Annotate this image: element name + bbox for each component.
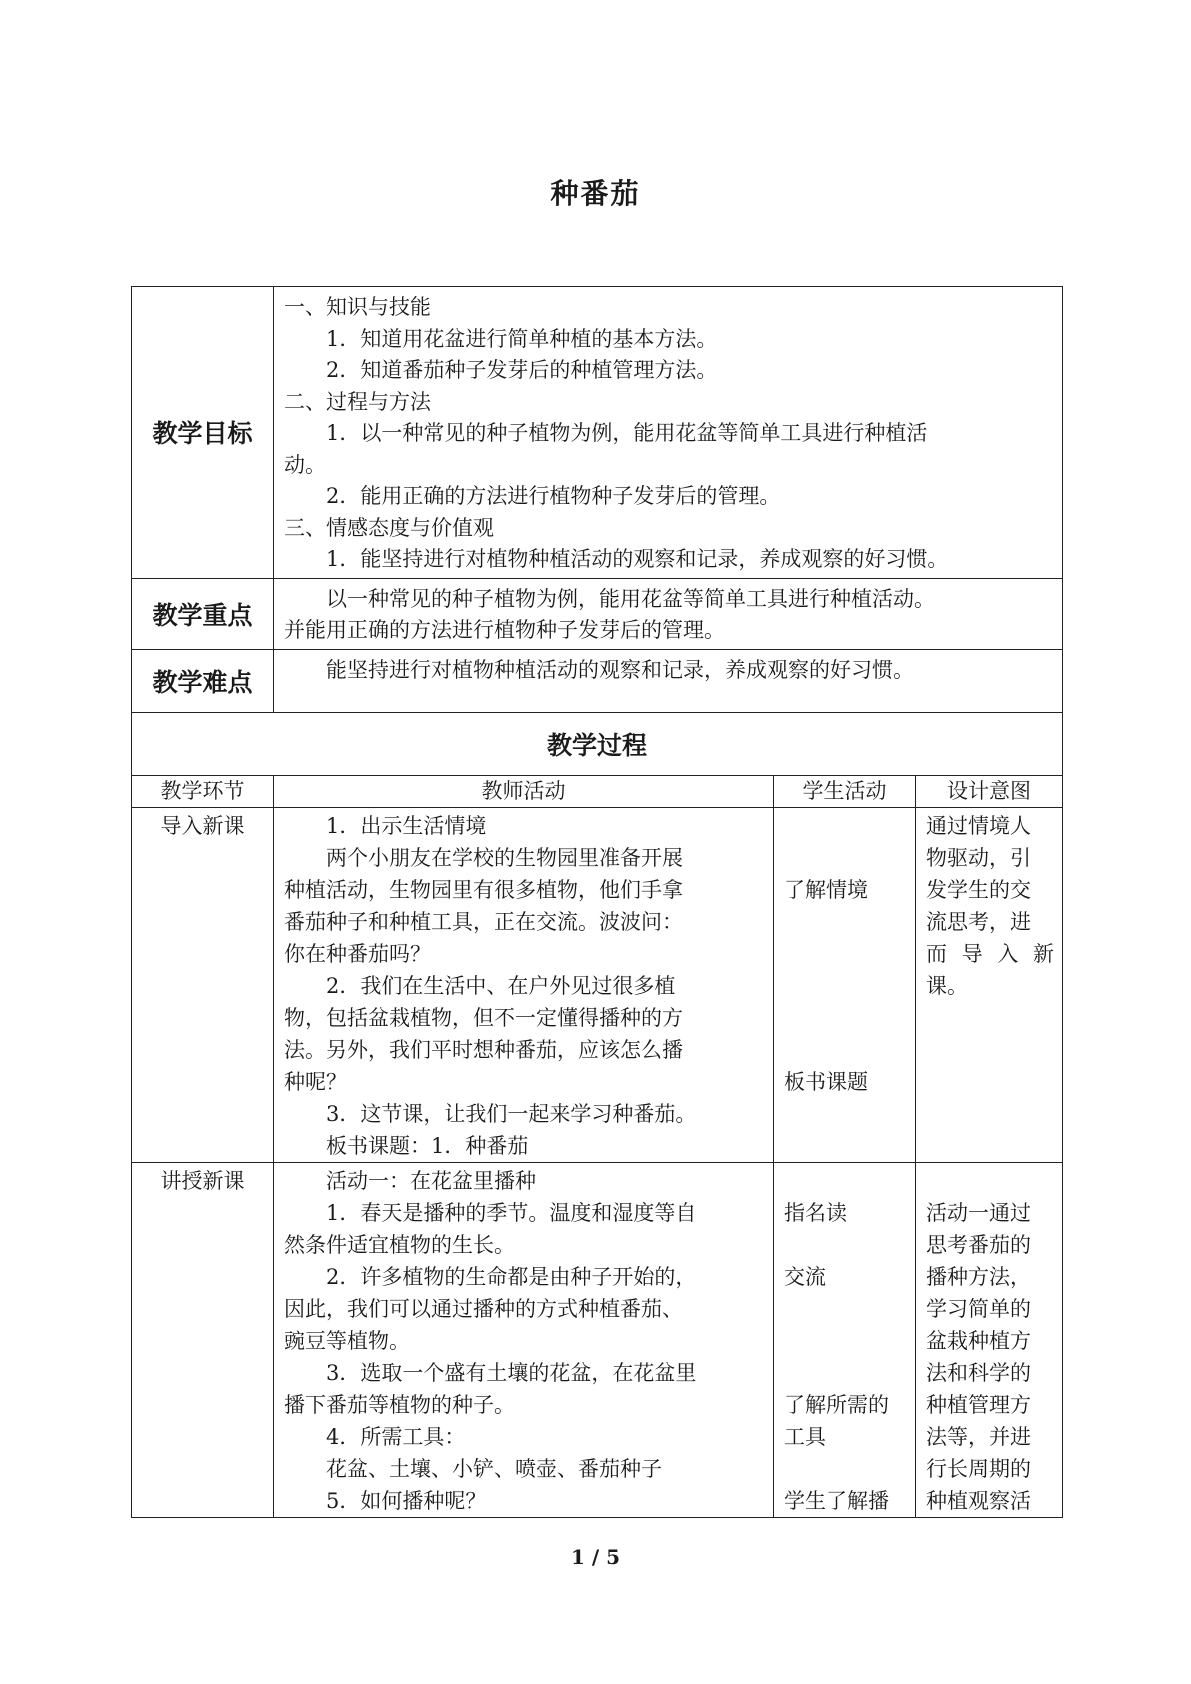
student-line [784,1098,911,1130]
student-line [784,1229,911,1261]
lesson-plan-table [131,286,1063,1518]
purpose-line: 种植管理方 [926,1392,1031,1417]
purpose-line: 物驱动，引 [926,845,1031,870]
column-header: 学生活动 [774,775,916,807]
purpose-line: 通过情境人 [926,813,1031,838]
objective-line: 1．能坚持进行对植物种植活动的观察和记录，养成观察的好习惯。 [326,547,949,571]
difficulties-label: 教学难点 [132,649,274,712]
key-points-label: 教学重点 [132,578,274,649]
student-line: 了解情境 [784,877,868,902]
teacher-activity-cell [274,1162,774,1517]
process-row-intro [132,807,1063,1162]
teacher-line: 种呢？ [284,1069,347,1094]
teacher-line: 播下番茄等植物的种子。 [284,1392,515,1417]
purpose-line: 行长周期的 [926,1456,1031,1481]
student-line [784,938,911,970]
teacher-line: 番茄种子和种植工具，正在交流。波波问： [284,909,683,934]
purpose-line: 活动一通过 [926,1200,1031,1225]
column-header: 教学环节 [132,775,274,807]
student-line [784,1002,911,1034]
process-title-row [132,712,1063,775]
student-line: 学生了解播 [784,1488,889,1513]
teacher-line: 豌豆等植物。 [284,1328,410,1353]
student-line [784,906,911,938]
student-activity-cell [774,807,916,1162]
student-line [784,1357,911,1389]
objectives-row [132,287,1063,579]
student-line [784,1293,911,1325]
objectives-label: 教学目标 [132,287,274,579]
page-number: 1 / 5 [570,1545,621,1569]
student-line: 板书课题 [784,1069,868,1094]
objective-line: 一、知识与技能 [284,295,431,319]
objective-line: 2．能用正确的方法进行植物种子发芽后的管理。 [326,484,781,508]
objective-line: 1．知道用花盆进行简单种植的基本方法。 [326,326,718,351]
teacher-line: 1．出示生活情境 [326,813,487,838]
teacher-line: 两个小朋友在学校的生物园里准备开展 [326,845,683,870]
student-line [784,1453,911,1485]
teacher-line: 2．许多植物的生命都是由种子开始的， [326,1264,697,1289]
purpose-line: 思考番茄的 [926,1232,1031,1257]
teacher-line: 然条件适宜植物的生长。 [284,1232,515,1257]
column-header: 设计意图 [916,775,1063,807]
purpose-line: 盆栽种植方 [926,1328,1031,1353]
teacher-line: 板书课题：1．种番茄 [326,1133,529,1158]
teacher-activity-cell [274,807,774,1162]
objective-line: 二、过程与方法 [284,389,431,414]
purpose-line: 而导入新 [926,941,1055,966]
teacher-line: 物，包括盆栽植物，但不一定懂得播种的方 [284,1005,683,1030]
difficulties-content [274,649,1063,712]
teacher-line: 因此，我们可以通过播种的方式种植番茄、 [284,1296,683,1321]
difficulty-line: 能坚持进行对植物种植活动的观察和记录，养成观察的好习惯。 [326,657,914,682]
student-line: 指名读 [784,1200,847,1225]
design-intent-cell [916,807,1063,1162]
objectives-content [274,287,1063,579]
purpose-line: 法等，并进 [926,1424,1031,1449]
key-point-line: 以一种常见的种子植物为例，能用花盆等简单工具进行种植活动。 [326,586,935,611]
student-line: 工具 [784,1424,826,1449]
teacher-line: 法。另外，我们平时想种番茄，应该怎么播 [284,1037,683,1062]
teacher-line: 活动一：在花盆里播种 [326,1168,536,1193]
design-intent-cell [916,1162,1063,1517]
objective-line: 动。 [284,452,326,477]
teacher-line: 你在种番茄吗？ [284,941,431,966]
key-point-line: 并能用正确的方法进行植物种子发芽后的管理。 [284,618,725,642]
stage-cell: 导入新课 [132,807,274,1162]
objective-line: 1．以一种常见的种子植物为例，能用花盆等简单工具进行种植活 [326,421,928,445]
student-line: 交流 [784,1264,826,1289]
student-line [784,1165,911,1197]
process-header-row [132,775,1063,807]
teacher-line: 花盆、土壤、小铲、喷壶、番茄种子 [326,1456,662,1481]
stage-cell: 讲授新课 [132,1162,274,1517]
teacher-line: 2．我们在生活中、在户外见过很多植 [326,973,676,998]
key-points-content [274,578,1063,649]
student-line [784,1325,911,1357]
purpose-line [926,1165,1054,1197]
teacher-line: 3．这节课，让我们一起来学习种番茄。 [326,1101,697,1126]
purpose-line: 发学生的交 [926,877,1031,902]
student-line [784,842,911,874]
student-line [784,1034,911,1066]
document-title: 种番茄 [550,177,641,210]
student-activity-cell [774,1162,916,1517]
student-line: 了解所需的 [784,1392,889,1417]
purpose-line: 播种方法， [926,1264,1031,1289]
difficulties-row [132,649,1063,712]
key-points-row [132,578,1063,649]
student-line [784,970,911,1002]
teacher-line: 3．选取一个盛有土壤的花盆，在花盆里 [326,1360,697,1385]
purpose-line: 课。 [926,973,968,998]
purpose-line: 法和科学的 [926,1360,1031,1385]
objective-line: 三、情感态度与价值观 [284,515,494,540]
purpose-line: 流思考，进 [926,909,1031,934]
student-line [784,810,911,842]
purpose-line: 种植观察活 [926,1488,1031,1513]
objective-line: 2．知道番茄种子发芽后的种植管理方法。 [326,358,718,382]
teacher-line: 种植活动，生物园里有很多植物，他们手拿 [284,877,683,902]
column-header: 教师活动 [274,775,774,807]
teacher-line: 1．春天是播种的季节。温度和湿度等自 [326,1200,697,1225]
process-row-new-lesson [132,1162,1063,1517]
teacher-line: 5．如何播种呢？ [326,1488,487,1513]
purpose-line: 学习简单的 [926,1296,1031,1321]
student-line [784,1130,911,1162]
teacher-line: 4．所需工具： [326,1424,466,1449]
process-title: 教学过程 [132,712,1063,775]
